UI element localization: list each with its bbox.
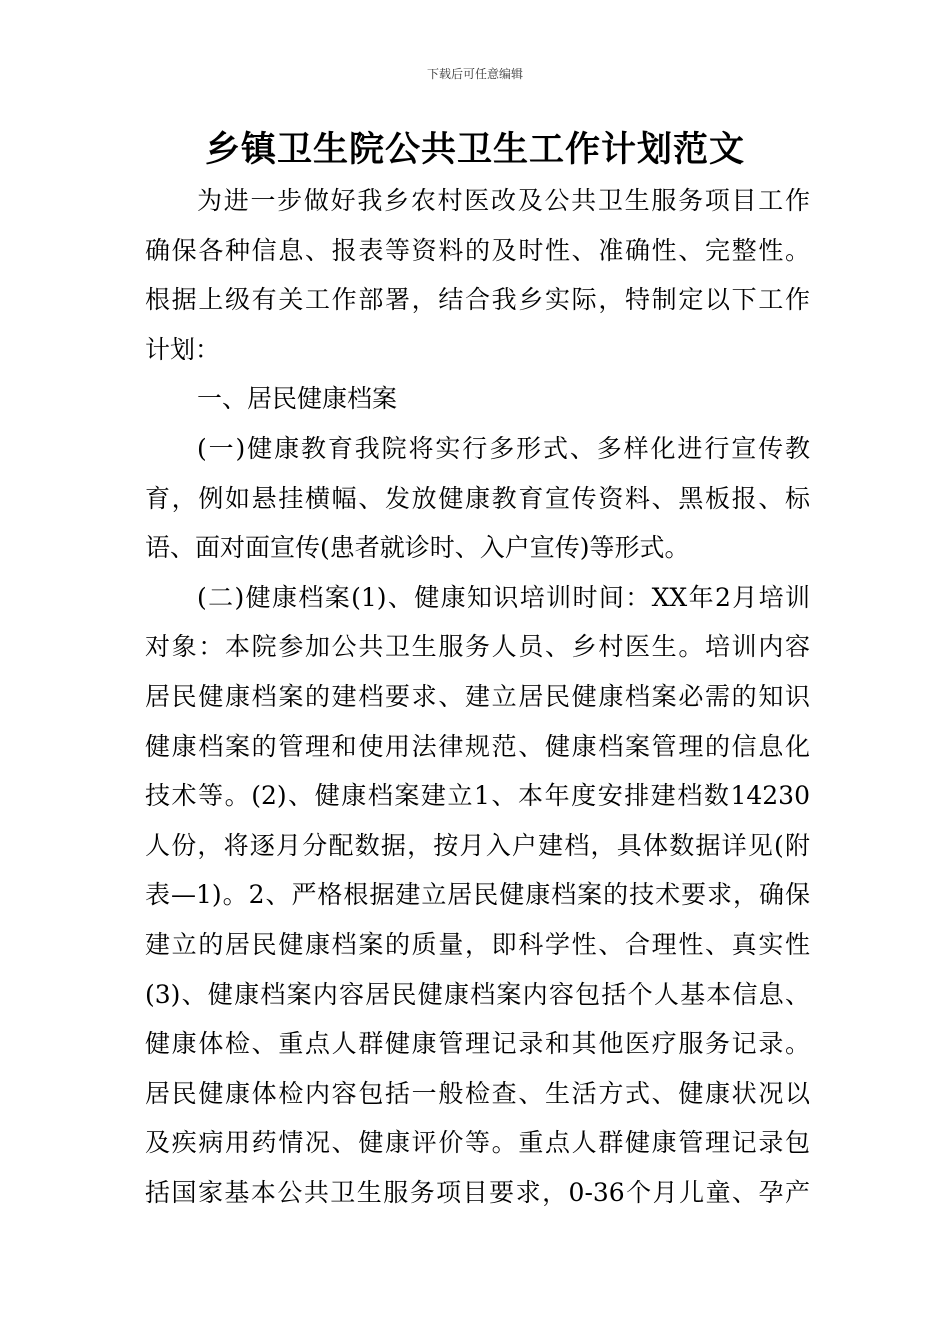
- text-line: 育，例如悬挂横幅、发放健康教育宣传资料、黑板报、标: [145, 483, 810, 513]
- text-line: 确保各种信息、报表等资料的及时性、准确性、完整性。: [145, 235, 810, 265]
- section-heading: 一、居民健康档案: [197, 384, 398, 414]
- text-line: (二)健康档案(1)、健康知识培训时间：XX年2月培训: [197, 582, 810, 612]
- text-line: 人份，将逐月分配数据，按月入户建档，具体数据详见(附: [145, 830, 810, 860]
- text-line: (一)健康教育我院将实行多形式、多样化进行宣传教: [197, 433, 810, 463]
- text-line: 为进一步做好我乡农村医改及公共卫生服务项目工作: [197, 186, 810, 215]
- text-line: 括国家基本公共卫生服务项目要求，0-36个月儿童、孕产: [145, 1177, 810, 1207]
- text-line: 建立的居民健康档案的质量，即科学性、合理性、真实性: [145, 929, 810, 959]
- text-line: 计划：: [145, 334, 221, 364]
- text-line: 对象：本院参加公共卫生服务人员、乡村医生。培训内容: [145, 632, 810, 662]
- document-title: 乡镇卫生院公共卫生工作计划范文: [204, 129, 745, 170]
- text-line: 表—1)。2、严格根据建立居民健康档案的技术要求，确保: [145, 880, 810, 910]
- text-line: 健康档案的管理和使用法律规范、健康档案管理的信息化: [145, 731, 810, 761]
- text-line: 及疾病用药情况、健康评价等。重点人群健康管理记录包: [145, 1128, 810, 1158]
- text-line: (3)、健康档案内容居民健康档案内容包括个人基本信息、: [145, 979, 810, 1009]
- text-line: 健康体检、重点人群健康管理记录和其他医疗服务记录。: [145, 1029, 810, 1059]
- document-body: [145, 176, 810, 1217]
- text-line: 语、面对面宣传(患者就诊时、入户宣传)等形式。: [145, 533, 690, 563]
- header-note: 下载后可任意编辑: [426, 67, 523, 81]
- text-line: 居民健康档案的建档要求、建立居民健康档案必需的知识: [145, 681, 810, 711]
- text-line: 技术等。(2)、健康档案建立1、本年度安排建档数14230: [145, 781, 810, 811]
- text-line: 居民健康体检内容包括一般检查、生活方式、健康状况以: [145, 1078, 810, 1108]
- text-line: 根据上级有关工作部署，结合我乡实际，特制定以下工作: [145, 285, 810, 315]
